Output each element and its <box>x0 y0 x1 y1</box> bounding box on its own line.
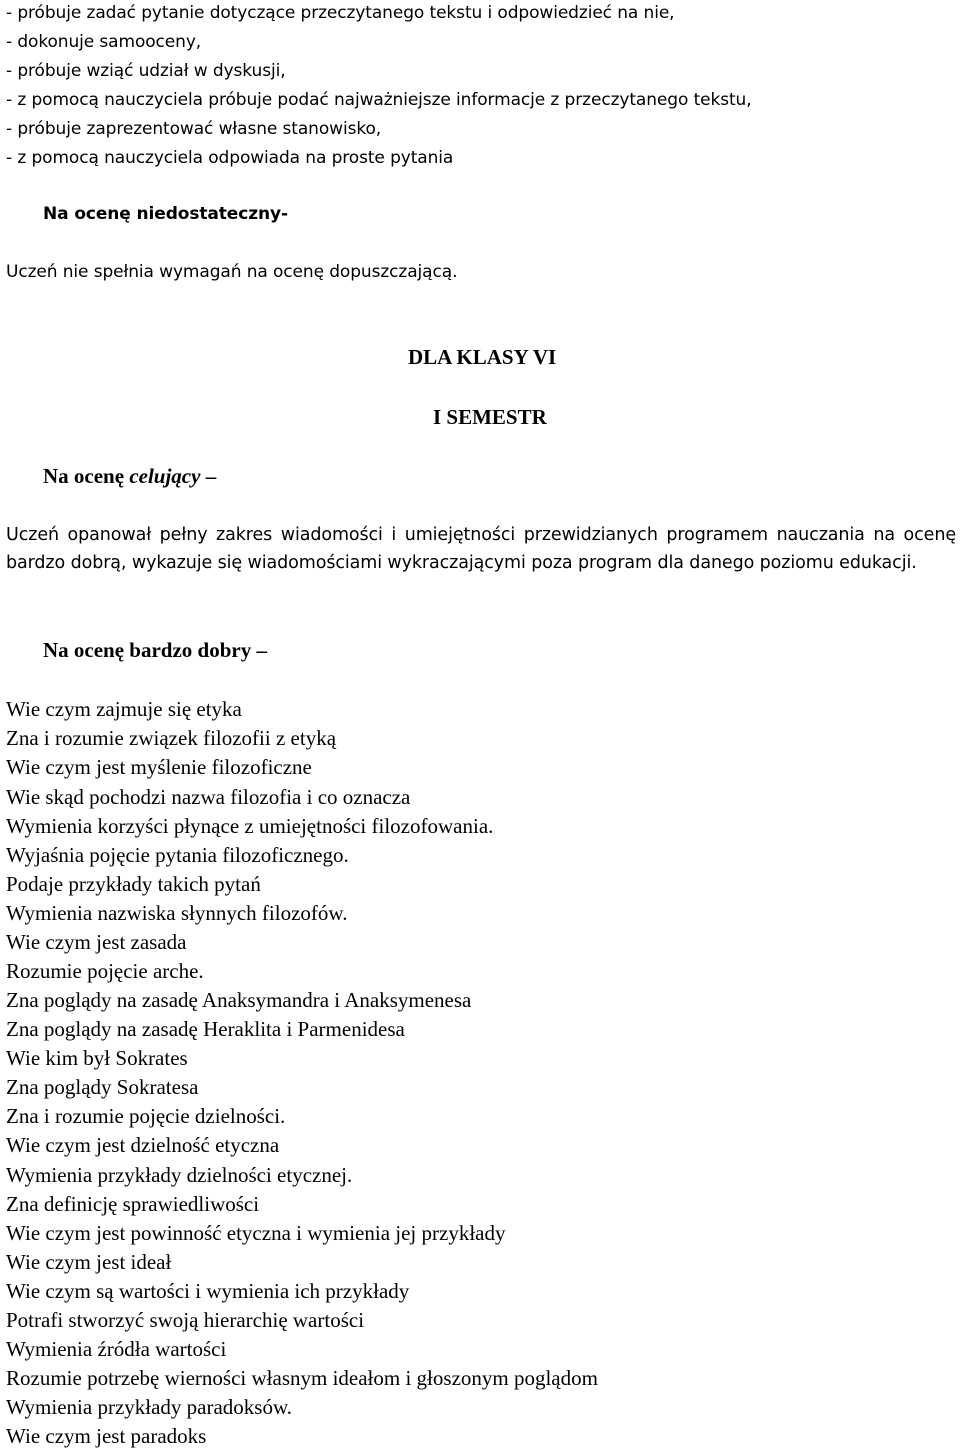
list-item: Rozumie potrzebę wierności własnym ideałom i głoszonym poglądom <box>6 1366 598 1390</box>
list-item: Wyjaśnia pojęcie pytania filozoficznego. <box>6 843 349 867</box>
list-item: Rozumie pojęcie arche. <box>6 959 204 983</box>
list-item: Zna i rozumie pojęcie dzielności. <box>6 1104 286 1128</box>
list-item: Wymienia przykłady dzielności etycznej. <box>6 1163 353 1187</box>
list-item: - z pomocą nauczyciela próbuje podać najważniejsze informacje z przeczytanego tekstu, <box>6 90 752 110</box>
list-item: Zna poglądy na zasadę Anaksymandra i Anaksymenesa <box>6 988 472 1012</box>
list-item: - próbuje zadać pytanie dotyczące przeczytanego tekstu i odpowiedzieć na nie, <box>6 3 675 23</box>
grade-name: celujący <box>129 464 201 488</box>
list-item: Zna poglądy Sokratesa <box>6 1075 199 1099</box>
list-item: - próbuje zaprezentować własne stanowisko, <box>6 119 382 139</box>
heading-prefix: Na ocenę <box>43 464 130 488</box>
list-item: Potrafi stworzyć swoją hierarchię wartości <box>6 1308 365 1332</box>
semester-heading: I SEMESTR <box>433 405 547 429</box>
list-item: Wymienia korzyści płynące z umiejętności filozofowania. <box>6 814 494 838</box>
list-item: Wie kim był Sokrates <box>6 1046 188 1070</box>
list-item: Wymienia źródła wartości <box>6 1337 227 1361</box>
list-item: Wie czym jest powinność etyczna i wymienia jej przykłady <box>6 1221 506 1245</box>
celujacy-paragraph: Uczeń opanował pełny zakres wiadomości i umiejętności przewidzianych programem nauczania na ocenę bardzo dobrą, wykazuje się wiadomościami wykraczającymi poza program dla danego poziomu edukacji. <box>6 525 956 573</box>
list-item: Zna definicję sprawiedliwości <box>6 1192 260 1216</box>
list-item: Wie czym zajmuje się etyka <box>6 697 242 721</box>
list-item: Zna i rozumie związek filozofii z etyką <box>6 726 337 750</box>
list-item: Wymienia nazwiska słynnych filozofów. <box>6 901 348 925</box>
list-item: Zna poglądy na zasadę Heraklita i Parmenidesa <box>6 1017 405 1041</box>
heading-suffix: – <box>200 464 217 488</box>
list-item: Wie czym jest dzielność etyczna <box>6 1133 280 1157</box>
list-item: Wie czym jest zasada <box>6 930 187 954</box>
niedostateczny-text: Uczeń nie spełnia wymagań na ocenę dopuszczającą. <box>6 262 458 282</box>
list-item: - próbuje wziąć udział w dyskusji, <box>6 61 286 81</box>
list-item: Wie czym jest ideał <box>6 1250 172 1274</box>
list-item: Wymienia przykłady paradoksów. <box>6 1395 293 1419</box>
list-item: Wie czym jest myślenie filozoficzne <box>6 755 312 779</box>
list-item: Podaje przykłady takich pytań <box>6 872 261 896</box>
list-item: - dokonuje samooceny, <box>6 32 202 52</box>
list-item: Wie czym jest paradoks <box>6 1424 207 1448</box>
list-item: Wie skąd pochodzi nazwa filozofia i co oznacza <box>6 785 411 809</box>
list-item: - z pomocą nauczyciela odpowiada na proste pytania <box>6 148 454 168</box>
class-heading: DLA KLASY VI <box>408 345 557 369</box>
list-item: Wie czym są wartości i wymienia ich przykłady <box>6 1279 410 1303</box>
niedostateczny-heading: Na ocenę niedostateczny- <box>43 204 288 224</box>
celujacy-heading <box>43 464 216 489</box>
bardzo-dobry-heading: Na ocenę bardzo dobry – <box>43 638 267 662</box>
